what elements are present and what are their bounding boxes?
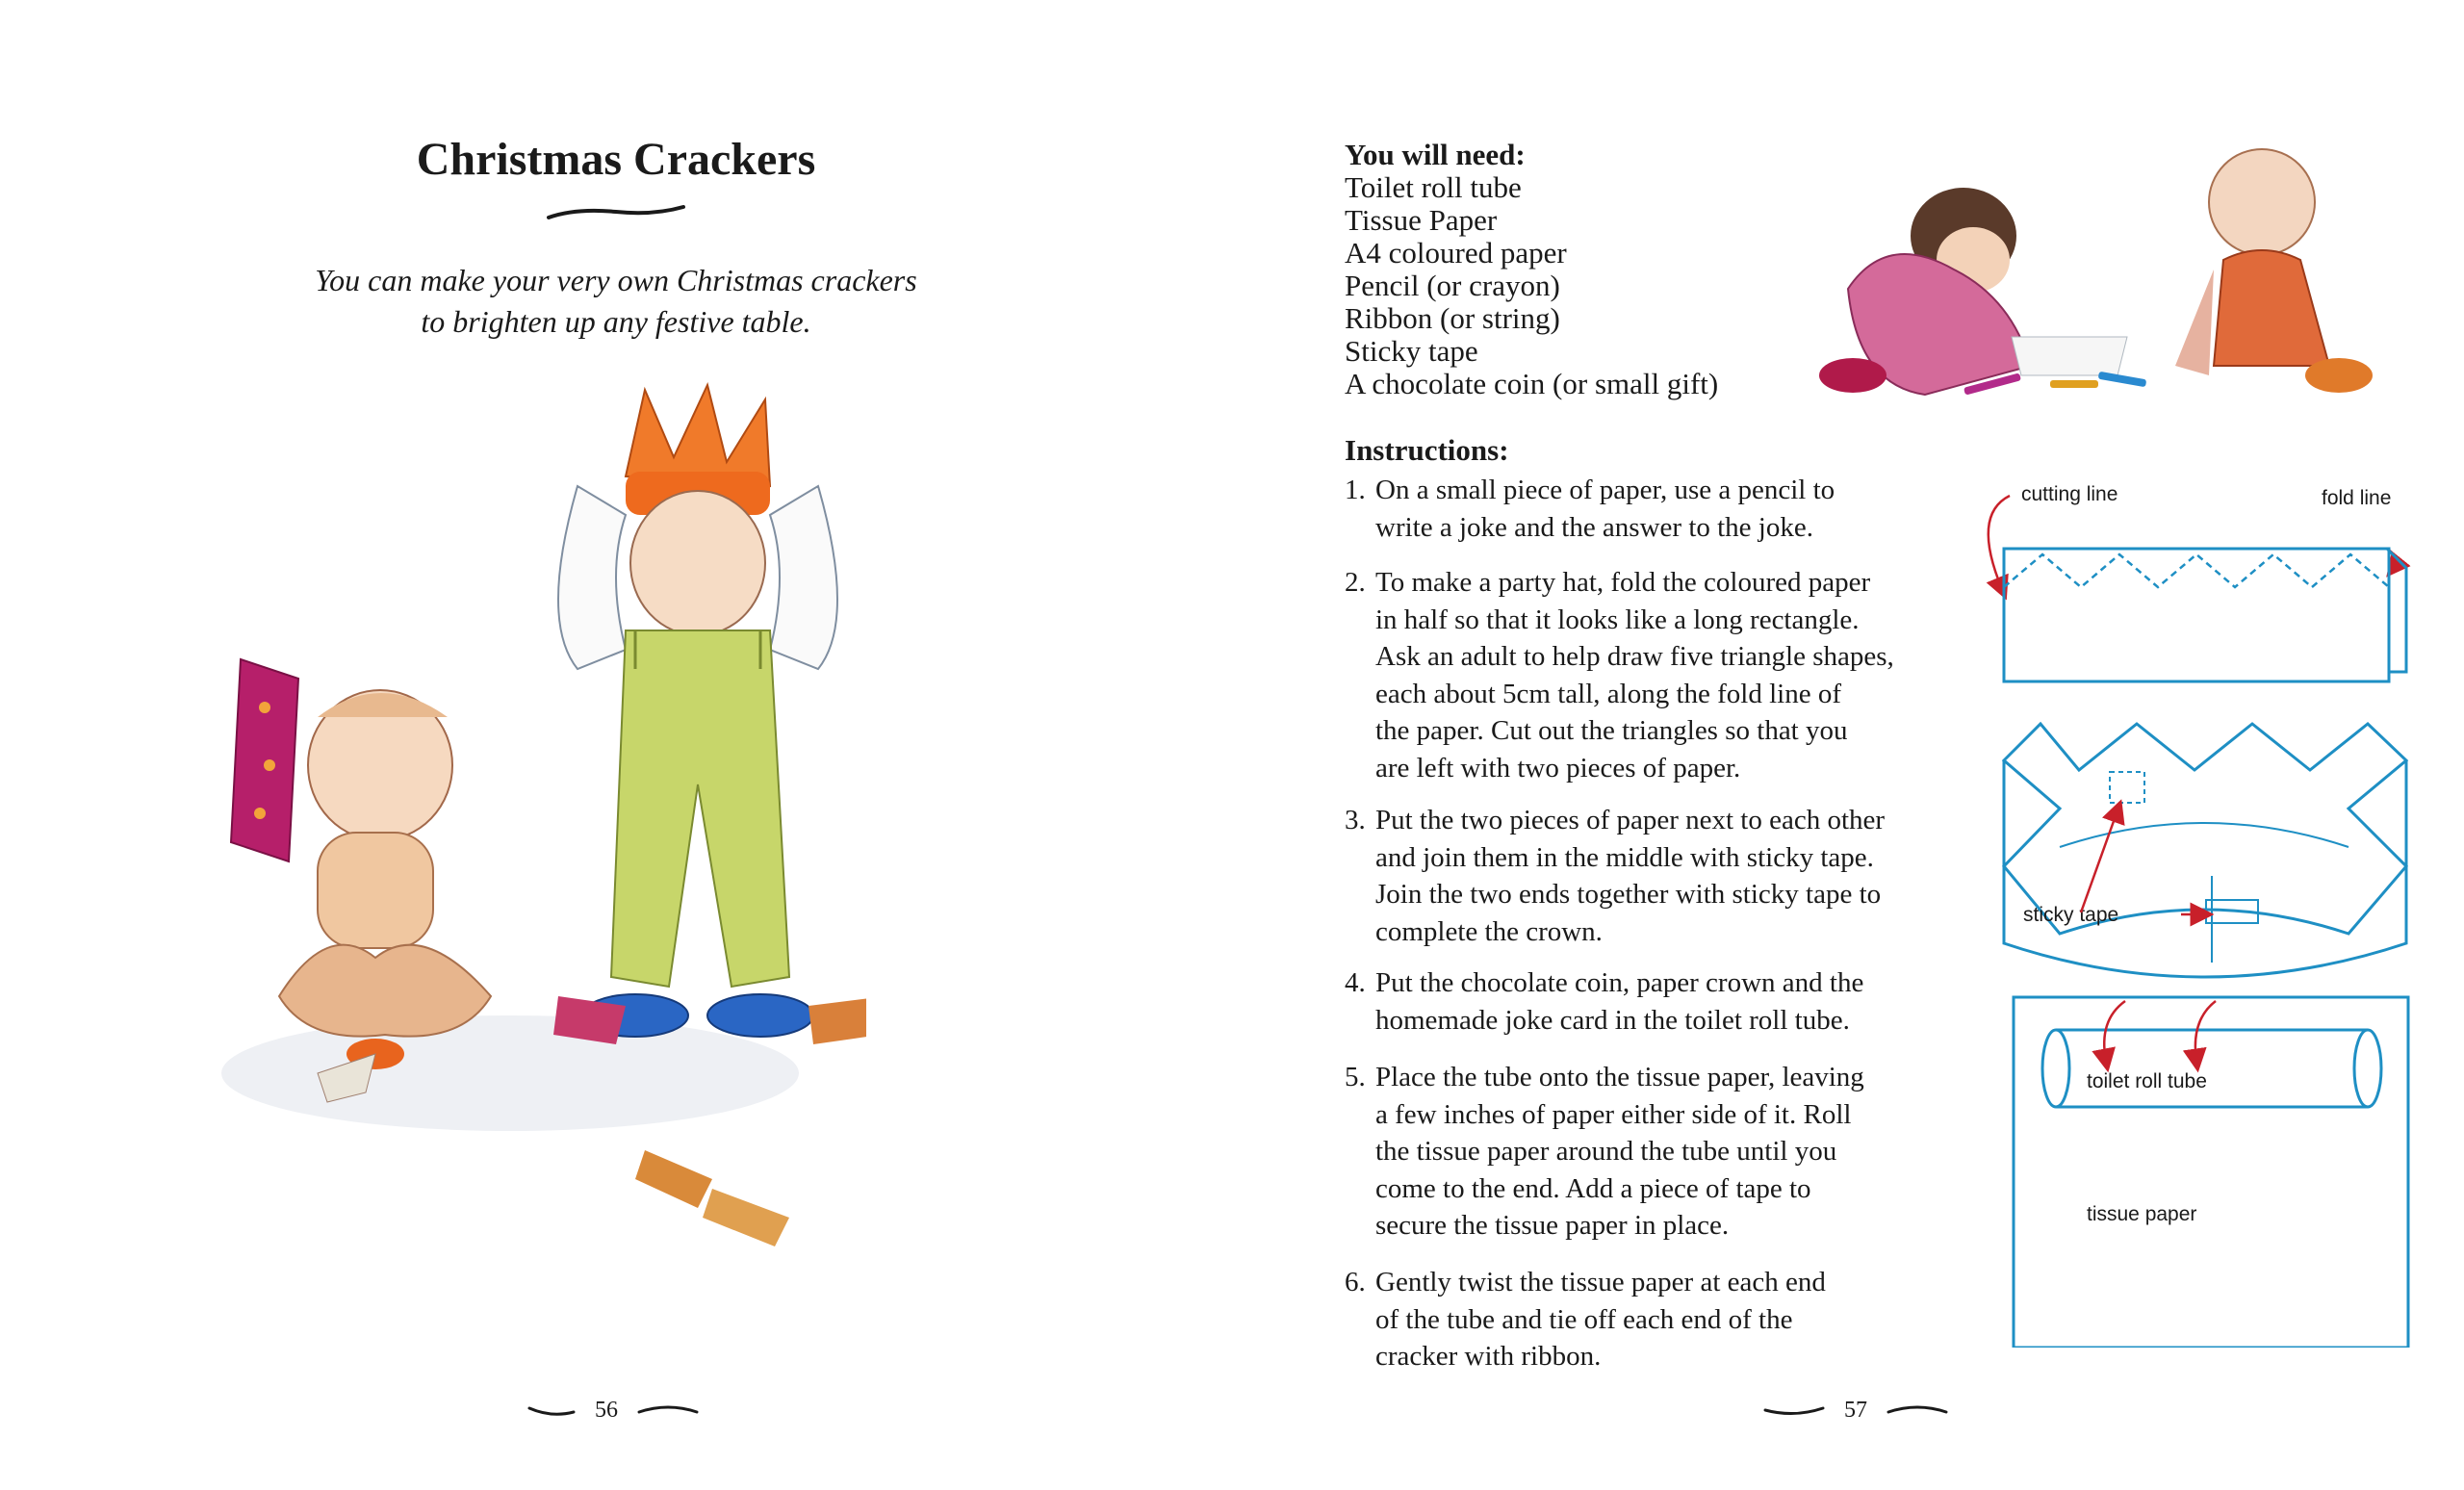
cutting-line-label: cutting line: [2021, 483, 2118, 505]
step-line: Place the tube onto the tissue paper, leaving: [1375, 1062, 1864, 1092]
children-drawing-illustration: [1810, 144, 2377, 452]
step-line: a few inches of paper either side of it. Roll: [1375, 1098, 1852, 1130]
page-number-footer: [1763, 1398, 1948, 1424]
page-number: 56: [595, 1398, 618, 1423]
material-item: Toilet roll tube: [1345, 170, 1522, 204]
intro-line: to brighten up any festive table.: [421, 304, 811, 339]
materials-heading: You will need:: [1345, 138, 1526, 171]
tissue-paper-label: tissue paper: [2087, 1203, 2197, 1225]
step-number: 5.: [1345, 1062, 1366, 1092]
step-number: 4.: [1345, 967, 1366, 998]
material-item: A4 coloured paper: [1345, 236, 1567, 270]
instruction-step: [1345, 964, 1863, 1039]
tube-tissue-diagram: [2014, 997, 2408, 1348]
sitting-baby-figure: [231, 659, 491, 1069]
step-number: 6.: [1345, 1267, 1366, 1297]
step-line: and join them in the middle with sticky tape.: [1375, 841, 1874, 873]
step-line: homemade joke card in the toilet roll tube.: [1375, 1004, 1850, 1036]
step-line: in half so that it looks like a long rectangle.: [1375, 604, 1860, 635]
instruction-step: [1345, 564, 1894, 786]
tissue-paper-sheet: [2014, 997, 2408, 1348]
intro-line: You can make your very own Christmas crackers: [315, 263, 917, 297]
material-item: Ribbon (or string): [1345, 301, 1560, 335]
step-line: secure the tissue paper in place.: [1375, 1210, 1730, 1241]
step-line: each about 5cm tall, along the fold line of: [1375, 678, 1841, 709]
title-swash-ornament: [547, 204, 685, 223]
children-crackers-illustration: [173, 380, 866, 1295]
step-number: 3.: [1345, 805, 1366, 835]
sticky-tape-mark: [2110, 772, 2144, 803]
sticky-tape-label: sticky tape: [2023, 904, 2119, 926]
material-item: Sticky tape: [1345, 334, 1478, 368]
instructions-heading: Instructions:: [1345, 433, 1509, 467]
step-number: 1.: [1345, 475, 1366, 505]
materials-list: [1345, 139, 1718, 400]
step-line: of the tube and tie off each end of the: [1375, 1303, 1793, 1335]
folio-swash-ornament: [637, 1404, 699, 1418]
fold-diagram: [1989, 483, 2406, 681]
step-line: the tissue paper around the tube until you: [1375, 1136, 1837, 1167]
page-number: 57: [1844, 1398, 1867, 1423]
step-line: come to the end. Add a piece of tape to: [1375, 1172, 1811, 1204]
drawing-child-figure: [1819, 188, 2146, 396]
step-line: Join the two ends together with sticky tape to: [1375, 879, 1882, 910]
step-line: Ask an adult to help draw five triangle shapes,: [1375, 641, 1894, 672]
folio-swash-ornament: [527, 1404, 576, 1418]
crown-diagram: [2004, 724, 2406, 977]
toilet-roll-tube-label: toilet roll tube: [2087, 1070, 2207, 1092]
step-number: 2.: [1345, 567, 1366, 598]
page-number-footer: [527, 1398, 699, 1424]
step-line: complete the crown.: [1375, 915, 1603, 947]
right-page: [1232, 0, 2464, 1490]
instruction-step: [1345, 1059, 1864, 1245]
step-line: To make a party hat, fold the coloured paper: [1375, 567, 1871, 598]
step-line: Gently twist the tissue paper at each end: [1375, 1267, 1826, 1297]
step-line: are left with two pieces of paper.: [1375, 752, 1741, 784]
page-title: Christmas Crackers: [416, 134, 816, 185]
step-line: On a small piece of paper, use a pencil to: [1375, 475, 1835, 505]
instruction-step: [1345, 802, 1885, 950]
step-line: Put the chocolate coin, paper crown and the: [1375, 967, 1864, 998]
fold-line-label: fold line: [2322, 487, 2392, 509]
cutting-line-arrow: [1989, 496, 2010, 589]
folio-swash-ornament: [1763, 1404, 1825, 1418]
material-item: A chocolate coin (or small gift): [1345, 367, 1719, 400]
watching-baby-figure: [2175, 149, 2373, 393]
instruction-diagrams: [1964, 462, 2426, 1348]
step-line: cracker with ribbon.: [1375, 1341, 1602, 1372]
folio-swash-ornament: [1886, 1404, 1948, 1418]
step-line: Put the two pieces of paper next to each other: [1375, 805, 1886, 835]
standing-toddler-figure: [558, 385, 837, 1037]
material-item: Tissue Paper: [1345, 203, 1498, 237]
material-item: Pencil (or crayon): [1345, 269, 1560, 302]
step-line: the paper. Cut out the triangles so that you: [1375, 715, 1848, 746]
toilet-roll-tube-shape: [2056, 1030, 2368, 1107]
instruction-step: [1345, 472, 1835, 546]
instruction-step: [1345, 1264, 1826, 1375]
step-line: write a joke and the answer to the joke.: [1375, 511, 1813, 543]
intro-text: [0, 260, 1232, 343]
